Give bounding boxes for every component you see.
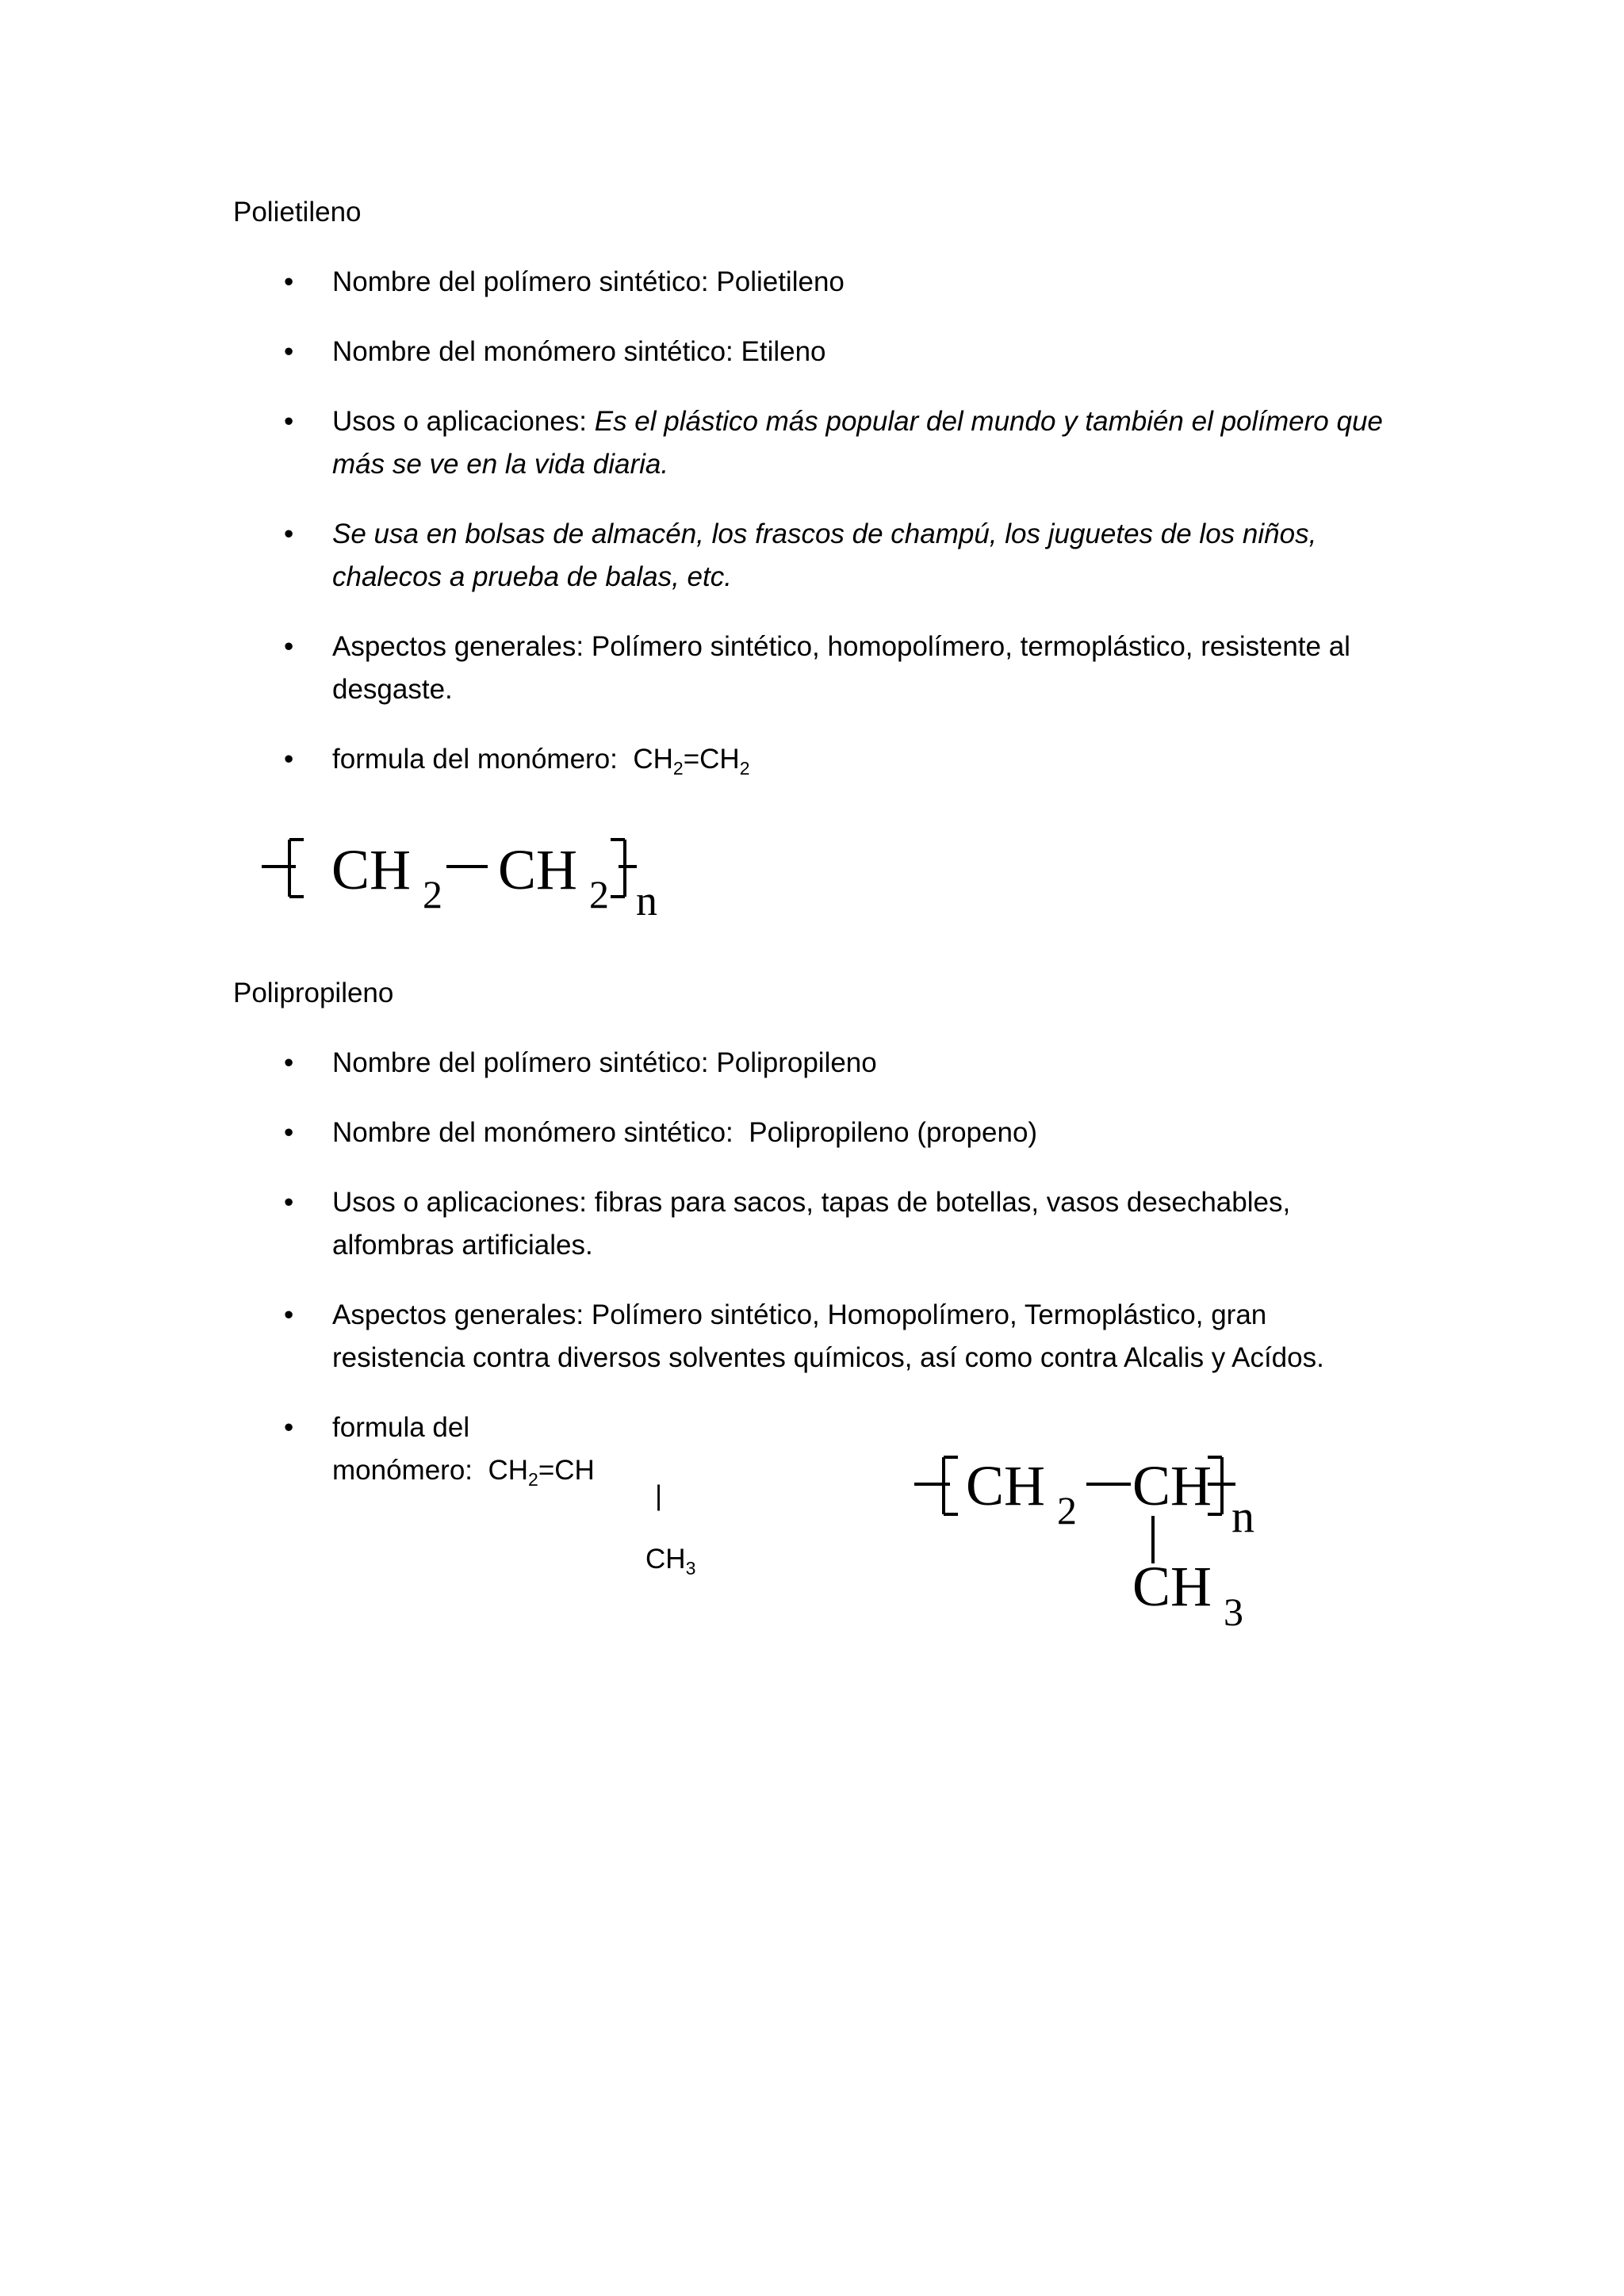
monomer-formula: $CH_2=CH$ <box>488 1455 595 1490</box>
subscript: 2 <box>589 872 609 916</box>
bullet: • <box>284 744 294 775</box>
section-title-polipropileno: Polipropileno <box>233 978 394 1008</box>
bullet: • <box>284 1412 294 1443</box>
list-item <box>332 400 1403 486</box>
monomer-branch-bond: | <box>655 1480 663 1511</box>
bullet: • <box>284 406 294 437</box>
list-item <box>332 1294 1403 1380</box>
list-item <box>332 261 1403 304</box>
item-label: Usos o aplicaciones: <box>332 406 587 437</box>
item-label: Usos o aplicaciones: <box>332 1187 587 1218</box>
section-title-polietileno: Polietileno <box>233 197 362 228</box>
item-value: Etileno <box>733 336 826 367</box>
repeat-n: n <box>1231 1490 1254 1542</box>
item-label: Nombre del polímero sintético: <box>332 1047 709 1078</box>
group-ch2: CH <box>966 1454 1046 1517</box>
list-item <box>332 1042 1403 1085</box>
subscript: 2 <box>423 872 442 916</box>
list-item <box>332 738 1403 783</box>
item-label: Aspectos generales: <box>332 1299 584 1330</box>
group-ch3: CH <box>1132 1555 1212 1618</box>
item-value: fibras para sacos, tapas de botellas, vasos desechables, alfombras artificiales. <box>332 1187 1291 1261</box>
subscript: 2 <box>1057 1488 1077 1533</box>
repeat-n: n <box>636 877 657 924</box>
bullet: • <box>284 336 294 367</box>
bullet: • <box>284 266 294 297</box>
bullet: • <box>284 1299 294 1330</box>
item-label: Nombre del monómero sintético: <box>332 336 733 367</box>
item-value: Polipropileno (propeno) <box>733 1117 1038 1148</box>
item-label: formula del monómero: <box>332 1412 473 1486</box>
item-value: Polímero sintético, Homopolímero, Termoplástico, gran resistencia contra diversos solventes químicos, así como contra Alcalis y Acídos. <box>332 1299 1324 1373</box>
list-item <box>332 1181 1403 1267</box>
group-ch2: CH <box>331 838 412 901</box>
polypropylene-structure <box>910 1443 1386 1633</box>
list-item <box>332 513 1403 599</box>
list-item <box>332 331 1403 373</box>
polyethylene-structure <box>258 828 686 924</box>
list-item <box>332 1112 1403 1154</box>
list-item <box>332 1406 729 1494</box>
bullet: • <box>284 1047 294 1078</box>
bullet: • <box>284 631 294 662</box>
monomer-branch-group: $CH_3$ <box>645 1544 696 1578</box>
bullet: • <box>284 1187 294 1218</box>
item-label: Nombre del polímero sintético: <box>332 266 709 297</box>
monomer-formula: $CH_2=CH_2$ <box>633 744 750 779</box>
item-value: Polipropileno <box>708 1047 877 1078</box>
bullet: • <box>284 519 294 549</box>
item-value: Polímero sintético, homopolímero, termoplástico, resistente al desgaste. <box>332 631 1350 705</box>
item-value: Se usa en bolsas de almacén, los frascos de champú, los juguetes de los niños, chalecos a prueba de balas, etc. <box>332 519 1317 592</box>
list-item <box>332 626 1403 711</box>
item-value: Polietileno <box>708 266 845 297</box>
item-value: Es el plástico más popular del mundo y también el polímero que más se ve en la vida diaria. <box>332 406 1383 480</box>
item-label: Nombre del monómero sintético: <box>332 1117 733 1148</box>
bullet: • <box>284 1117 294 1148</box>
group-ch2: CH <box>498 838 578 901</box>
group-ch: CH <box>1132 1454 1212 1517</box>
subscript: 3 <box>1224 1590 1243 1633</box>
item-label: formula del monómero: <box>332 744 618 775</box>
item-label: Aspectos generales: <box>332 631 584 662</box>
